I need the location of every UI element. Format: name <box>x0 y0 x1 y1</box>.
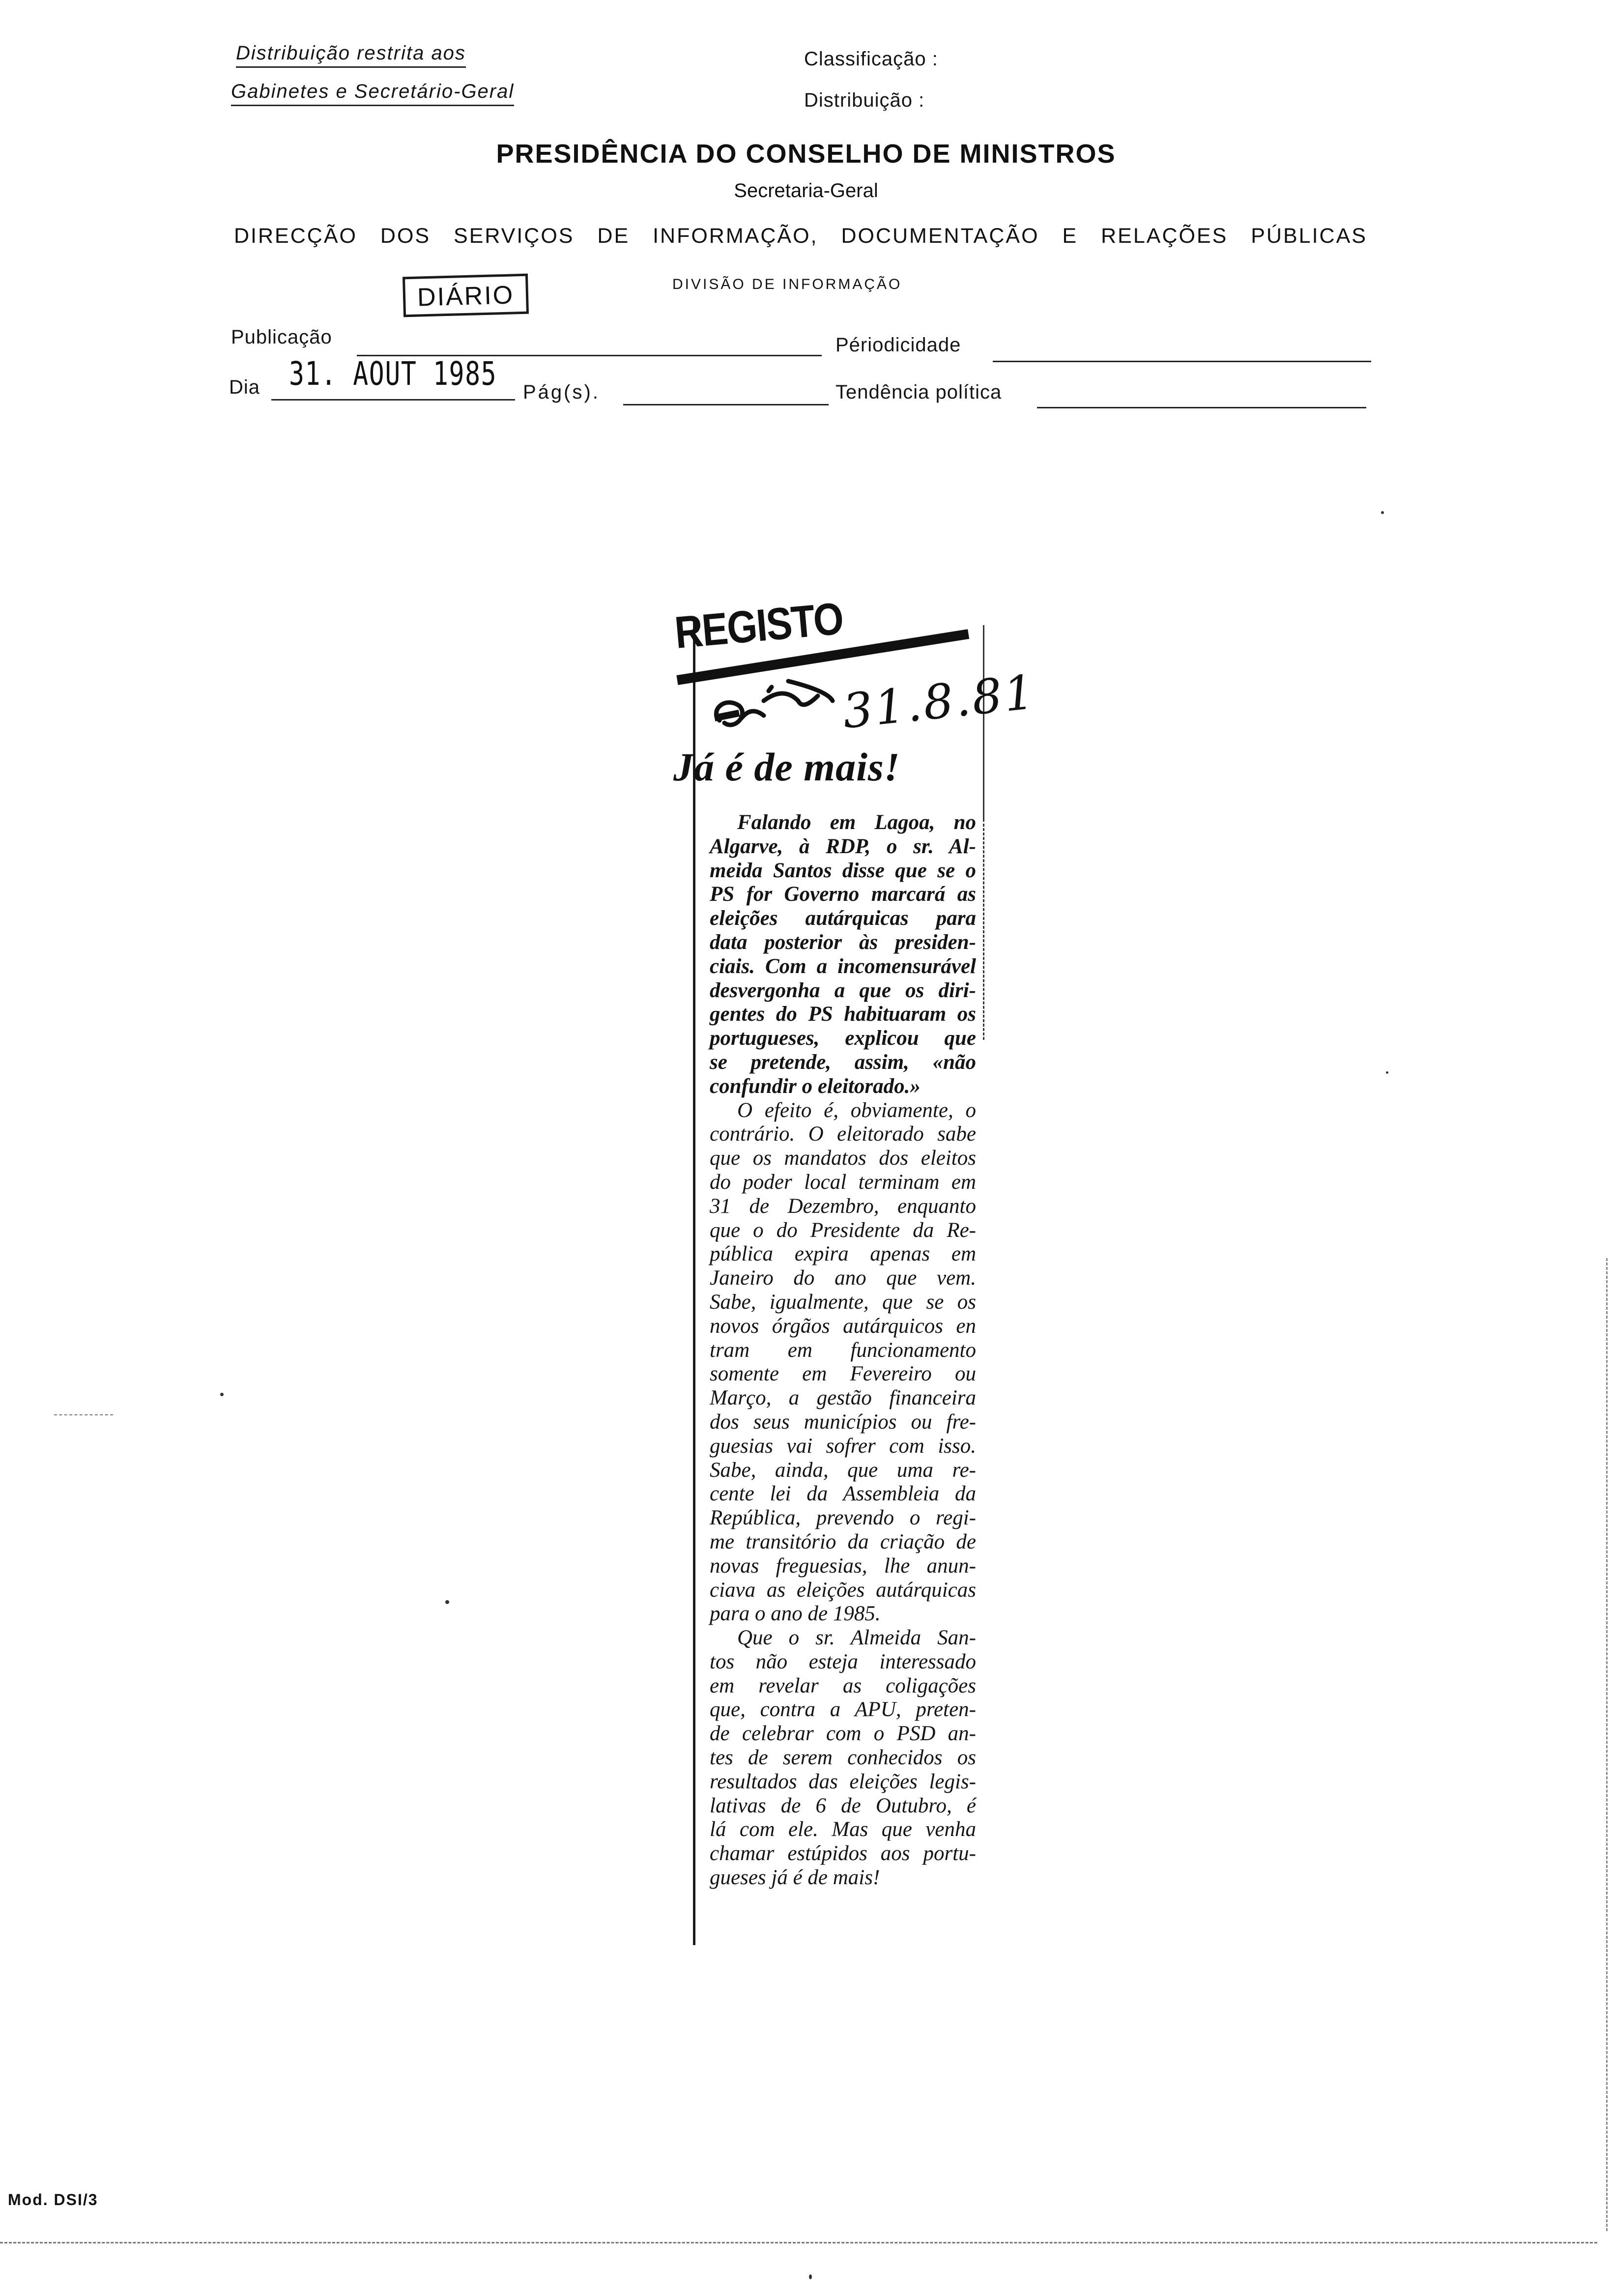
article-line: lá com ele. Mas que venha <box>710 1818 976 1841</box>
article-line: me transitório da criação de <box>710 1530 976 1553</box>
article-line: data posterior às presiden- <box>710 930 976 954</box>
article-line: 31 de Dezembro, enquanto <box>710 1194 976 1218</box>
page-subtitle: Secretaria-Geral <box>734 180 878 201</box>
scan-right-edge <box>1606 1258 1608 2231</box>
article-line: tes de serem conhecidos os <box>710 1746 976 1770</box>
article-line: em revelar as coligações <box>710 1674 976 1697</box>
periodicidade-label: Périodicidade <box>835 334 961 356</box>
article-line: novas freguesias, lhe anun- <box>710 1554 976 1578</box>
article-line: somente em Fevereiro ou <box>710 1362 976 1386</box>
direccao-word: DIRECÇÃO <box>234 224 357 248</box>
article-line: O efeito é, obviamente, o <box>737 1098 976 1122</box>
article-line: lativas de 6 de Outubro, é <box>710 1794 976 1817</box>
article-line: para o ano de 1985. <box>710 1602 881 1626</box>
article-line: de celebrar com o PSD an- <box>710 1722 976 1746</box>
form-code-label: Mod. DSI/3 <box>8 2191 98 2209</box>
article-line: Sabe, ainda, que uma re- <box>710 1458 976 1482</box>
article-headline: Já é de mais! <box>673 745 900 789</box>
direccao-word: E <box>1062 224 1078 248</box>
dia-field-rule <box>271 399 515 401</box>
scan-speck <box>1381 511 1384 514</box>
article-line: tram em funcionamento <box>710 1338 976 1362</box>
direccao-word: DOCUMENTAÇÃO <box>841 224 1039 248</box>
article-line: gueses já é de mais! <box>710 1866 880 1890</box>
article-line: tos não esteja interessado <box>710 1650 976 1673</box>
article-line: desvergonha a que os diri- <box>710 978 976 1002</box>
pags-label: Pág(s). <box>523 381 600 403</box>
article-line: meida Santos disse que se o <box>710 859 976 882</box>
diario-stamp: DIÁRIO <box>403 274 529 317</box>
periodicidade-field-rule <box>993 361 1371 362</box>
article-body <box>710 811 976 1890</box>
article-line: ciais. Com a incomensurável <box>710 954 976 978</box>
handwritten-date-note: 31.8.81 <box>840 664 1039 740</box>
scan-speck <box>220 1393 224 1396</box>
dia-value: 31. AOUT 1985 <box>289 355 497 393</box>
dia-label: Dia <box>229 376 260 398</box>
tendencia-field-rule <box>1037 407 1366 408</box>
article-line: PS for Governo marcará as <box>710 883 976 906</box>
publicacao-label: Publicação <box>231 326 332 348</box>
article-line: se pretende, assim, «não <box>710 1050 976 1074</box>
clipping-left-rule <box>693 618 695 1945</box>
article-line: que os mandatos dos eleitos <box>710 1147 976 1170</box>
scan-speck <box>809 2274 812 2279</box>
restricted-distribution-line-1: Distribuição restrita aos <box>236 42 466 68</box>
article-line: guesias vai sofrer com isso. <box>710 1434 976 1458</box>
article-line: resultados das eleições legis- <box>710 1770 976 1793</box>
article-line: dos seus municípios ou fre- <box>710 1410 976 1434</box>
section-registo-label: REGISTO <box>672 593 845 659</box>
article-line: ciava as eleições autárquicas <box>710 1578 976 1602</box>
direccao-word: DE <box>597 224 630 248</box>
direccao-word: PÚBLICAS <box>1251 224 1367 248</box>
article-line: contrário. O eleitorado sabe <box>710 1122 976 1146</box>
restricted-distribution-line-2: Gabinetes e Secretário-Geral <box>231 81 514 106</box>
page-title: PRESIDÊNCIA DO CONSELHO DE MINISTROS <box>496 139 1116 169</box>
article-line: novos órgãos autárquicos en <box>710 1314 976 1338</box>
article-line: Março, a gestão financeira <box>710 1386 976 1410</box>
direccao-word: RELAÇÕES <box>1101 224 1228 248</box>
article-line: portugueses, explicou que <box>710 1027 976 1050</box>
article-line: confundir o eleitorado.» <box>710 1074 921 1098</box>
newspaper-clipping <box>651 588 1039 1954</box>
article-line: Algarve, à RDP, o sr. Al- <box>710 834 976 858</box>
article-line: que, contra a APU, preten- <box>710 1698 976 1722</box>
direccao-word: INFORMAÇÃO, <box>653 224 818 248</box>
direccao-heading <box>234 224 1367 248</box>
article-line: Falando em Lagoa, no <box>737 811 976 834</box>
article-line: República, prevendo o regi- <box>710 1506 976 1530</box>
article-line: pública expira apenas em <box>710 1242 976 1266</box>
article-line: Janeiro do ano que vem. <box>710 1266 976 1290</box>
article-line: eleições autárquicas para <box>710 907 976 930</box>
article-line: Sabe, igualmente, que se os <box>710 1290 976 1314</box>
scan-speck <box>1386 1071 1388 1074</box>
clipping-right-rule-lower <box>983 824 984 1040</box>
article-line: cente lei da Assembleia da <box>710 1482 976 1506</box>
scan-mark <box>54 1414 113 1415</box>
classificacao-label: Classificação : <box>804 48 938 70</box>
direccao-word: DOS <box>380 224 431 248</box>
tendencia-label: Tendência política <box>835 381 1002 403</box>
article-line: do poder local terminam em <box>710 1170 976 1194</box>
scan-speck <box>445 1600 449 1604</box>
article-line: que o do Presidente da Re- <box>710 1218 976 1242</box>
scan-bottom-edge <box>0 2242 1597 2243</box>
distribuicao-label: Distribuição : <box>804 89 925 111</box>
divisao-label: DIVISÃO DE INFORMAÇÃO <box>672 276 902 292</box>
article-line: gentes do PS habituaram os <box>710 1003 976 1026</box>
article-line: chamar estúpidos aos portu- <box>710 1842 976 1866</box>
article-line: Que o sr. Almeida San- <box>737 1626 976 1650</box>
direccao-word: SERVIÇOS <box>454 224 575 248</box>
pags-field-rule <box>623 404 829 405</box>
